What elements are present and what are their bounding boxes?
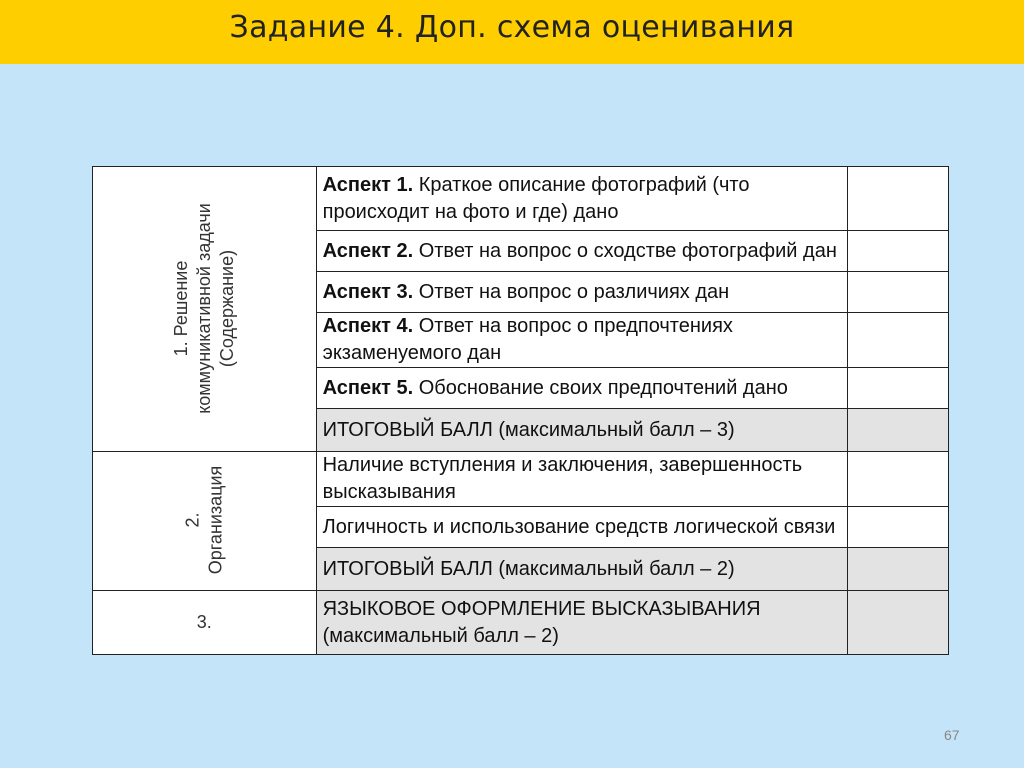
table-row: [93, 591, 949, 655]
score-cell[interactable]: [848, 167, 949, 231]
aspect-label: Аспект 5.: [322, 376, 414, 399]
table-row: [93, 167, 949, 231]
aspect-label: Аспект 2.: [322, 239, 414, 262]
aspect-label: Аспект 4.: [322, 315, 414, 337]
rubric-table: [92, 166, 949, 655]
score-cell[interactable]: [848, 368, 949, 409]
total-score-cell[interactable]: [848, 591, 949, 655]
table-row: [93, 452, 949, 507]
aspect-text: Ответ на вопрос о сходстве фотографий дан: [413, 239, 837, 262]
aspect-3-cell: [316, 272, 847, 313]
organization-criterion: Наличие вступления и заключения, завершенность высказывания: [316, 452, 847, 507]
section1-total: ИТОГОВЫЙ БАЛЛ (максимальный балл – 3): [316, 409, 847, 452]
section1-heading: [93, 167, 317, 452]
aspect-label: Аспект 3.: [322, 280, 414, 303]
section1-heading-line: (Содержание): [216, 249, 237, 367]
organization-criterion: Логичность и использование средств логической связи: [316, 507, 847, 548]
aspect-5-cell: [316, 368, 847, 409]
section3-number-text: 3.: [196, 612, 212, 632]
total-score-cell[interactable]: [848, 409, 949, 452]
score-cell[interactable]: [848, 452, 949, 507]
score-cell[interactable]: [848, 507, 949, 548]
total-score-cell[interactable]: [848, 548, 949, 591]
page-number: 67: [944, 727, 960, 743]
aspect-text: Ответ на вопрос о предпочтениях экзаменуемого дан: [322, 315, 733, 364]
section1-heading-line: 1. Решение: [170, 260, 191, 356]
section2-heading-line: 2.: [182, 512, 203, 528]
aspect-4-cell: [316, 313, 847, 368]
aspect-text: Ответ на вопрос о различиях дан: [413, 280, 730, 303]
aspect-1-cell: [316, 167, 847, 231]
section1-heading-line: коммуникативной задачи: [193, 202, 214, 414]
score-cell[interactable]: [848, 231, 949, 272]
section2-heading-line: Организация: [205, 465, 226, 575]
section2-heading: [93, 452, 317, 591]
aspect-text: Краткое описание фотографий (что происходит на фото и где) дано: [322, 173, 750, 223]
aspect-label: Аспект 1.: [322, 173, 414, 196]
section3-number: [93, 591, 317, 655]
section3-criterion: ЯЗЫКОВОЕ ОФОРМЛЕНИЕ ВЫСКАЗЫВАНИЯ (максимальный балл – 2): [316, 591, 847, 655]
aspect-text: Обоснование своих предпочтений дано: [413, 376, 788, 399]
score-cell[interactable]: [848, 272, 949, 313]
section2-total: ИТОГОВЫЙ БАЛЛ (максимальный балл – 2): [316, 548, 847, 591]
aspect-2-cell: [316, 231, 847, 272]
score-cell[interactable]: [848, 313, 949, 368]
slide-title: Задание 4. Доп. схема оценивания: [229, 10, 795, 45]
